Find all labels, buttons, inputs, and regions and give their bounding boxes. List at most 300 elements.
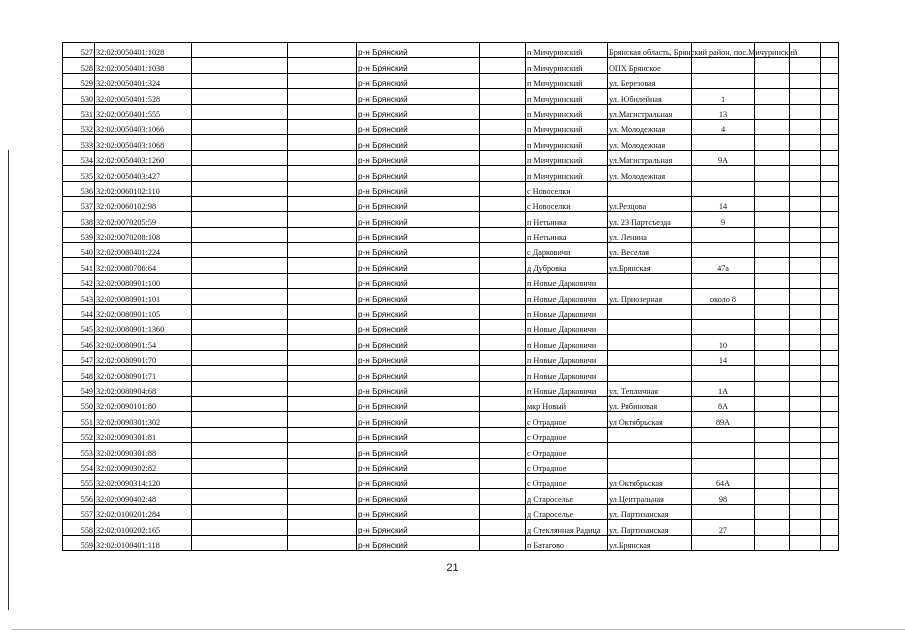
house-cell: 4 <box>692 119 755 134</box>
house-cell <box>692 243 755 258</box>
cadastral-number: 32:02:0080901:1360 <box>95 320 192 335</box>
empty-cell <box>480 181 526 196</box>
empty-cell <box>288 181 357 196</box>
table-row <box>63 196 839 211</box>
empty-cell <box>790 473 821 488</box>
empty-cell <box>821 412 839 427</box>
empty-cell <box>755 366 790 381</box>
house-cell: 8А <box>692 396 755 411</box>
row-number: 531 <box>63 104 95 119</box>
empty-cell <box>288 396 357 411</box>
table-row <box>63 273 839 288</box>
district-cell: р-н Брянский <box>357 535 480 550</box>
empty-cell <box>790 181 821 196</box>
district-cell: р-н Брянский <box>357 89 480 104</box>
empty-cell <box>821 473 839 488</box>
settlement-cell: п Новые Дарковичи <box>526 304 608 319</box>
street-cell: ул. 23 Партсъезда <box>608 212 692 227</box>
empty-cell <box>480 396 526 411</box>
settlement-cell: д Стеклянная Радица <box>526 520 608 535</box>
empty-cell <box>821 181 839 196</box>
empty-cell <box>790 258 821 273</box>
empty-cell <box>192 104 288 119</box>
empty-cell <box>821 520 839 535</box>
table-row <box>63 335 839 350</box>
empty-cell <box>192 320 288 335</box>
empty-cell <box>755 135 790 150</box>
district-cell: р-н Брянский <box>357 196 480 211</box>
district-cell: р-н Брянский <box>357 119 480 134</box>
district-cell: р-н Брянский <box>357 520 480 535</box>
row-number: 544 <box>63 304 95 319</box>
empty-cell <box>755 443 790 458</box>
empty-cell <box>821 396 839 411</box>
empty-cell <box>821 273 839 288</box>
street-cell: ул. Молодежная <box>608 119 692 134</box>
settlement-cell: п Новые Дарковичи <box>526 366 608 381</box>
empty-cell <box>790 289 821 304</box>
empty-cell <box>288 335 357 350</box>
table-row <box>63 150 839 165</box>
empty-cell <box>288 258 357 273</box>
empty-cell <box>192 196 288 211</box>
cadastral-number: 32:02:0050403:427 <box>95 166 192 181</box>
empty-cell <box>755 104 790 119</box>
empty-cell <box>192 458 288 473</box>
district-cell: р-н Брянский <box>357 366 480 381</box>
settlement-cell: п Батагово <box>526 535 608 550</box>
street-cell <box>608 335 692 350</box>
empty-cell <box>192 350 288 365</box>
row-number: 548 <box>63 366 95 381</box>
district-cell: р-н Брянский <box>357 258 480 273</box>
empty-cell <box>480 443 526 458</box>
empty-cell <box>790 243 821 258</box>
settlement-cell: п Мичуринский <box>526 73 608 88</box>
empty-cell <box>480 289 526 304</box>
street-cell: ул. Рябиновая <box>608 396 692 411</box>
table-row <box>63 181 839 196</box>
table-row <box>63 320 839 335</box>
house-cell: около 8 <box>692 289 755 304</box>
empty-cell <box>755 335 790 350</box>
house-cell: 1 <box>692 89 755 104</box>
house-cell: 9А <box>692 150 755 165</box>
settlement-cell: п Новые Дарковичи <box>526 289 608 304</box>
table-body <box>63 43 839 551</box>
street-cell: ул. Юбилейная <box>608 89 692 104</box>
row-number: 528 <box>63 58 95 73</box>
settlement-cell: д Староселье <box>526 489 608 504</box>
row-number: 527 <box>63 43 95 58</box>
street-cell <box>608 181 692 196</box>
settlement-cell: д Староселье <box>526 504 608 519</box>
cadastral-number: 32:02:0050401:528 <box>95 89 192 104</box>
house-cell: 27 <box>692 520 755 535</box>
district-cell: р-н Брянский <box>357 104 480 119</box>
house-cell <box>692 320 755 335</box>
empty-cell <box>821 227 839 242</box>
street-cell: ул.Резцова <box>608 196 692 211</box>
district-cell: р-н Брянский <box>357 273 480 288</box>
district-cell: р-н Брянский <box>357 166 480 181</box>
empty-cell <box>821 489 839 504</box>
empty-cell <box>755 181 790 196</box>
row-number: 546 <box>63 335 95 350</box>
settlement-cell: д Дубровка <box>526 258 608 273</box>
empty-cell <box>790 73 821 88</box>
empty-cell <box>192 473 288 488</box>
district-cell: р-н Брянский <box>357 427 480 442</box>
empty-cell <box>192 489 288 504</box>
settlement-cell: с Отрадное <box>526 458 608 473</box>
street-cell: ул. Молодежная <box>608 135 692 150</box>
cadastral-number: 32:02:0070205:59 <box>95 212 192 227</box>
empty-cell <box>288 366 357 381</box>
empty-cell <box>821 119 839 134</box>
empty-cell <box>480 473 526 488</box>
row-number: 545 <box>63 320 95 335</box>
house-cell <box>692 427 755 442</box>
empty-cell <box>790 520 821 535</box>
district-cell: р-н Брянский <box>357 412 480 427</box>
empty-cell <box>755 73 790 88</box>
empty-cell <box>480 212 526 227</box>
page-edge-left <box>8 150 9 610</box>
empty-cell <box>480 104 526 119</box>
empty-cell <box>821 335 839 350</box>
settlement-cell: п Мичуринский <box>526 135 608 150</box>
empty-cell <box>192 366 288 381</box>
table-row <box>63 104 839 119</box>
settlement-cell: с Отрадное <box>526 473 608 488</box>
empty-cell <box>790 335 821 350</box>
street-cell: ул.Брянская <box>608 535 692 550</box>
settlement-cell: п Мичуринский <box>526 43 608 58</box>
district-cell: р-н Брянский <box>357 504 480 519</box>
empty-cell <box>192 520 288 535</box>
empty-cell <box>790 443 821 458</box>
cadastral-number: 32:02:0100201:284 <box>95 504 192 519</box>
empty-cell <box>790 104 821 119</box>
house-cell: 1А <box>692 381 755 396</box>
row-number: 538 <box>63 212 95 227</box>
row-number: 533 <box>63 135 95 150</box>
row-number: 559 <box>63 535 95 550</box>
empty-cell <box>192 243 288 258</box>
empty-cell <box>755 412 790 427</box>
table-row <box>63 243 839 258</box>
row-number: 529 <box>63 73 95 88</box>
street-cell: ОПХ Брянское <box>608 58 692 73</box>
cadastral-number: 32:02:0100202:165 <box>95 520 192 535</box>
settlement-cell: п Нетьинка <box>526 212 608 227</box>
empty-cell <box>480 166 526 181</box>
house-cell <box>692 273 755 288</box>
cadastral-number: 32:02:0080401:224 <box>95 243 192 258</box>
house-cell: 9 <box>692 212 755 227</box>
street-cell: ул. Тепличная <box>608 381 692 396</box>
empty-cell <box>288 304 357 319</box>
row-number: 555 <box>63 473 95 488</box>
cadastral-number: 32:02:0050403:1260 <box>95 150 192 165</box>
street-cell: ул Октябрьская <box>608 473 692 488</box>
empty-cell <box>790 58 821 73</box>
empty-cell <box>755 58 790 73</box>
cadastral-number: 32:02:0050403:1066 <box>95 119 192 134</box>
empty-cell <box>790 396 821 411</box>
empty-cell <box>821 381 839 396</box>
district-cell: р-н Брянский <box>357 150 480 165</box>
row-number: 539 <box>63 227 95 242</box>
empty-cell <box>821 58 839 73</box>
empty-cell <box>288 350 357 365</box>
empty-cell <box>192 181 288 196</box>
empty-cell <box>288 73 357 88</box>
street-cell: ул. Партизанская <box>608 520 692 535</box>
empty-cell <box>755 504 790 519</box>
empty-cell <box>755 381 790 396</box>
empty-cell <box>480 458 526 473</box>
street-cell <box>608 443 692 458</box>
house-cell: 47а <box>692 258 755 273</box>
row-number: 542 <box>63 273 95 288</box>
empty-cell <box>755 350 790 365</box>
empty-cell <box>288 89 357 104</box>
table-row <box>63 412 839 427</box>
empty-cell <box>288 320 357 335</box>
row-number: 558 <box>63 520 95 535</box>
empty-cell <box>480 535 526 550</box>
empty-cell <box>790 489 821 504</box>
empty-cell <box>821 150 839 165</box>
empty-cell <box>821 166 839 181</box>
cadastral-number: 32:02:0080901:54 <box>95 335 192 350</box>
empty-cell <box>288 196 357 211</box>
district-cell: р-н Брянский <box>357 350 480 365</box>
district-cell: р-н Брянский <box>357 473 480 488</box>
empty-cell <box>821 135 839 150</box>
cadastral-number: 32:02:0050403:1068 <box>95 135 192 150</box>
house-cell: 64А <box>692 473 755 488</box>
empty-cell <box>288 443 357 458</box>
street-cell: ул. Партизанская <box>608 504 692 519</box>
cadastral-number: 32:02:0080901:70 <box>95 350 192 365</box>
cadastral-number: 32:02:0090402:48 <box>95 489 192 504</box>
empty-cell <box>755 150 790 165</box>
table-row <box>63 350 839 365</box>
empty-cell <box>821 243 839 258</box>
settlement-cell: п Мичуринский <box>526 89 608 104</box>
empty-cell <box>192 135 288 150</box>
cadastral-number: 32:02:0080901:100 <box>95 273 192 288</box>
row-number: 530 <box>63 89 95 104</box>
empty-cell <box>480 427 526 442</box>
empty-cell <box>790 427 821 442</box>
empty-cell <box>288 227 357 242</box>
empty-cell <box>288 243 357 258</box>
empty-cell <box>790 196 821 211</box>
empty-cell <box>480 350 526 365</box>
house-cell <box>692 58 755 73</box>
table-row <box>63 520 839 535</box>
settlement-cell: п Мичуринский <box>526 58 608 73</box>
empty-cell <box>821 458 839 473</box>
street-cell: Брянская область, Брянский район, пос.Мичуринский <box>608 43 692 58</box>
street-cell: ул Центральная <box>608 489 692 504</box>
empty-cell <box>288 104 357 119</box>
row-number: 556 <box>63 489 95 504</box>
table-row <box>63 535 839 550</box>
empty-cell <box>790 350 821 365</box>
empty-cell <box>288 535 357 550</box>
empty-cell <box>821 289 839 304</box>
district-cell: р-н Брянский <box>357 43 480 58</box>
street-cell <box>608 273 692 288</box>
empty-cell <box>790 320 821 335</box>
row-number: 553 <box>63 443 95 458</box>
empty-cell <box>790 212 821 227</box>
street-cell <box>608 320 692 335</box>
table-row <box>63 381 839 396</box>
house-cell <box>692 535 755 550</box>
empty-cell <box>790 366 821 381</box>
empty-cell <box>288 520 357 535</box>
district-cell: р-н Брянский <box>357 58 480 73</box>
empty-cell <box>480 119 526 134</box>
table-row <box>63 58 839 73</box>
empty-cell <box>790 412 821 427</box>
row-number: 540 <box>63 243 95 258</box>
row-number: 532 <box>63 119 95 134</box>
cadastral-number: 32:02:0080901:71 <box>95 366 192 381</box>
district-cell: р-н Брянский <box>357 396 480 411</box>
empty-cell <box>288 119 357 134</box>
empty-cell <box>790 535 821 550</box>
empty-cell <box>790 381 821 396</box>
house-cell: 89А <box>692 412 755 427</box>
empty-cell <box>821 73 839 88</box>
table-row <box>63 504 839 519</box>
district-cell: р-н Брянский <box>357 304 480 319</box>
empty-cell <box>480 412 526 427</box>
street-cell: ул. Березовая <box>608 73 692 88</box>
cadastral-number: 32:02:0090302:82 <box>95 458 192 473</box>
empty-cell <box>755 196 790 211</box>
empty-cell <box>790 458 821 473</box>
table-row <box>63 489 839 504</box>
empty-cell <box>821 350 839 365</box>
empty-cell <box>288 489 357 504</box>
district-cell: р-н Брянский <box>357 73 480 88</box>
empty-cell <box>192 150 288 165</box>
page-edge-bottom <box>12 629 905 630</box>
empty-cell <box>755 535 790 550</box>
empty-cell <box>821 89 839 104</box>
table-row <box>63 366 839 381</box>
empty-cell <box>821 366 839 381</box>
empty-cell <box>755 458 790 473</box>
empty-cell <box>755 89 790 104</box>
table-row <box>63 258 839 273</box>
district-cell: р-н Брянский <box>357 181 480 196</box>
empty-cell <box>288 58 357 73</box>
cadastral-number: 32:02:0090301:88 <box>95 443 192 458</box>
empty-cell <box>755 243 790 258</box>
street-cell: ул. Ленина <box>608 227 692 242</box>
empty-cell <box>192 427 288 442</box>
empty-cell <box>288 412 357 427</box>
table-row <box>63 119 839 134</box>
empty-cell <box>480 43 526 58</box>
empty-cell <box>790 304 821 319</box>
empty-cell <box>755 273 790 288</box>
cadastral-number: 32:02:0070208:108 <box>95 227 192 242</box>
empty-cell <box>821 504 839 519</box>
table-row <box>63 212 839 227</box>
empty-cell <box>288 427 357 442</box>
empty-cell <box>480 381 526 396</box>
house-cell: 13 <box>692 104 755 119</box>
house-cell <box>692 304 755 319</box>
district-cell: р-н Брянский <box>357 243 480 258</box>
empty-cell <box>192 535 288 550</box>
empty-cell <box>480 227 526 242</box>
row-number: 552 <box>63 427 95 442</box>
settlement-cell: п Новые Дарковичи <box>526 350 608 365</box>
street-cell: ул Октябрьская <box>608 412 692 427</box>
table-row <box>63 458 839 473</box>
district-cell: р-н Брянский <box>357 289 480 304</box>
empty-cell <box>790 119 821 134</box>
house-cell <box>692 443 755 458</box>
empty-cell <box>480 366 526 381</box>
empty-cell <box>192 304 288 319</box>
settlement-cell: п Новые Дарковичи <box>526 381 608 396</box>
page-number: 21 <box>446 562 459 574</box>
empty-cell <box>480 196 526 211</box>
empty-cell <box>480 335 526 350</box>
street-cell <box>608 427 692 442</box>
empty-cell <box>755 320 790 335</box>
house-cell <box>692 73 755 88</box>
table-row <box>63 135 839 150</box>
cadastral-number: 32:02:0060102:98 <box>95 196 192 211</box>
settlement-cell: с Отрадное <box>526 412 608 427</box>
street-cell: ул.Брянская <box>608 258 692 273</box>
empty-cell <box>821 427 839 442</box>
row-number: 534 <box>63 150 95 165</box>
row-number: 551 <box>63 412 95 427</box>
cadastral-number: 32:02:0060102:110 <box>95 181 192 196</box>
empty-cell <box>755 427 790 442</box>
settlement-cell: с Новоселки <box>526 196 608 211</box>
empty-cell <box>288 135 357 150</box>
cadastral-number: 32:02:0050401:1038 <box>95 58 192 73</box>
house-cell: 10 <box>692 335 755 350</box>
street-cell <box>608 304 692 319</box>
empty-cell <box>790 504 821 519</box>
row-number: 536 <box>63 181 95 196</box>
cadastral-number: 32:02:0050401:324 <box>95 73 192 88</box>
street-cell <box>608 350 692 365</box>
settlement-cell: мкр Новый <box>526 396 608 411</box>
cadastral-number: 32:02:0090301:302 <box>95 412 192 427</box>
cadastral-number: 32:02:0080904:68 <box>95 381 192 396</box>
settlement-cell: п Мичуринский <box>526 119 608 134</box>
house-cell: 98 <box>692 489 755 504</box>
table-row <box>63 473 839 488</box>
